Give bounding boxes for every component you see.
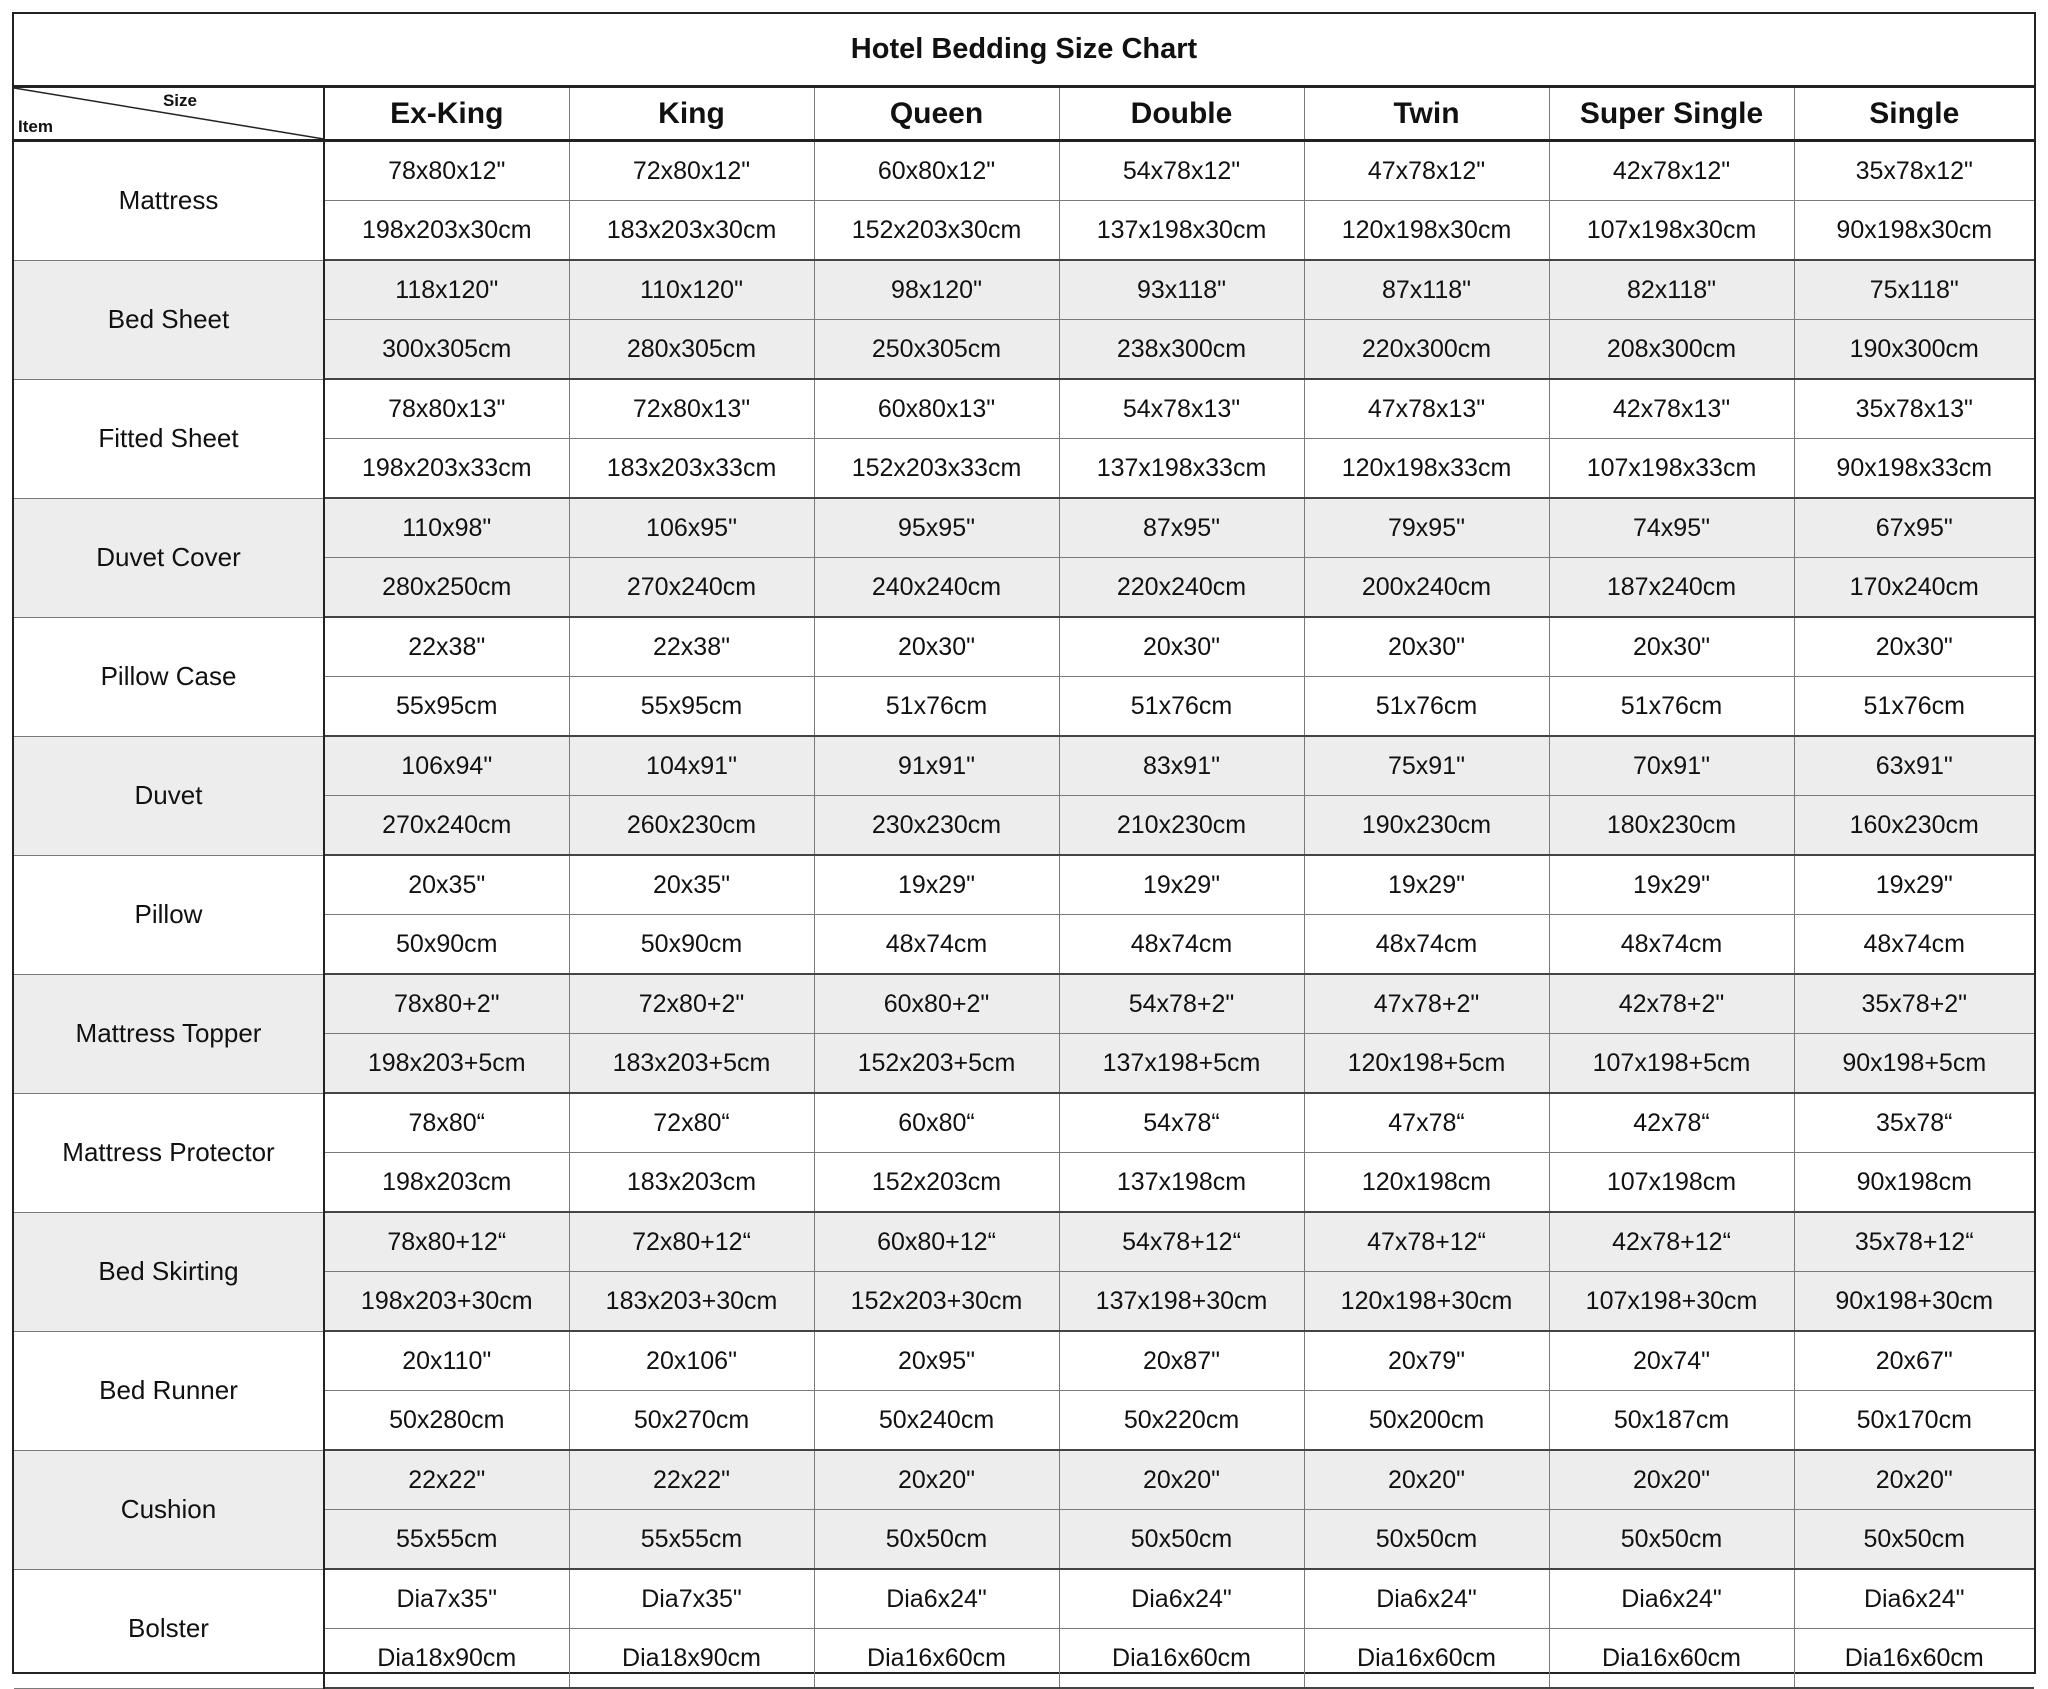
size-inch-cell: 20x106"	[569, 1331, 814, 1391]
size-inch-cell: 72x80x13"	[569, 379, 814, 439]
size-cm-cell: 50x170cm	[1794, 1391, 2034, 1451]
table-row	[14, 141, 2034, 201]
size-cm-cell: 137x198cm	[1059, 1153, 1304, 1213]
table-row	[14, 1212, 2034, 1272]
size-cm-cell: 120x198+30cm	[1304, 1272, 1549, 1332]
size-inch-cell: 19x29"	[1059, 855, 1304, 915]
size-cm-cell: 50x90cm	[569, 915, 814, 975]
size-inch-cell: 106x94"	[324, 736, 569, 796]
size-inch-cell: 20x74"	[1549, 1331, 1794, 1391]
size-cm-cell: 152x203x33cm	[814, 439, 1059, 499]
size-inch-cell: Dia6x24"	[1059, 1569, 1304, 1629]
size-cm-cell: 107x198x33cm	[1549, 439, 1794, 499]
size-cm-cell: 107x198+30cm	[1549, 1272, 1794, 1332]
size-inch-cell: 93x118"	[1059, 260, 1304, 320]
size-cm-cell: 51x76cm	[1794, 677, 2034, 737]
size-inch-cell: 19x29"	[1304, 855, 1549, 915]
item-label: Fitted Sheet	[14, 379, 324, 498]
header-size: Twin	[1304, 88, 1549, 141]
item-label: Cushion	[14, 1450, 324, 1569]
size-inch-cell: 78x80“	[324, 1093, 569, 1153]
size-cm-cell: 48x74cm	[814, 915, 1059, 975]
table-row	[14, 260, 2034, 320]
size-inch-cell: 54x78+2"	[1059, 974, 1304, 1034]
size-chart	[12, 12, 2036, 1674]
size-inch-cell: 72x80+12“	[569, 1212, 814, 1272]
table-row	[14, 498, 2034, 558]
size-cm-cell: 152x203x30cm	[814, 201, 1059, 261]
size-cm-cell: 137x198x33cm	[1059, 439, 1304, 499]
size-inch-cell: 42x78+2"	[1549, 974, 1794, 1034]
size-cm-cell: 50x50cm	[1059, 1510, 1304, 1570]
size-cm-cell: 107x198+5cm	[1549, 1034, 1794, 1094]
size-cm-cell: 200x240cm	[1304, 558, 1549, 618]
size-cm-cell: 120x198cm	[1304, 1153, 1549, 1213]
size-cm-cell: Dia16x60cm	[1549, 1629, 1794, 1689]
table-row	[14, 1569, 2034, 1629]
size-inch-cell: 118x120"	[324, 260, 569, 320]
size-cm-cell: 260x230cm	[569, 796, 814, 856]
size-cm-cell: 190x230cm	[1304, 796, 1549, 856]
size-cm-cell: Dia18x90cm	[569, 1629, 814, 1689]
header-row	[14, 88, 2034, 141]
item-label: Mattress Protector	[14, 1093, 324, 1212]
size-cm-cell: 50x50cm	[1304, 1510, 1549, 1570]
size-inch-cell: 98x120"	[814, 260, 1059, 320]
size-inch-cell: 79x95"	[1304, 498, 1549, 558]
size-inch-cell: 20x79"	[1304, 1331, 1549, 1391]
item-label: Mattress	[14, 141, 324, 261]
size-inch-cell: 60x80x12"	[814, 141, 1059, 201]
size-inch-cell: 35x78+12“	[1794, 1212, 2034, 1272]
size-cm-cell: 198x203x30cm	[324, 201, 569, 261]
size-inch-cell: Dia6x24"	[1304, 1569, 1549, 1629]
size-inch-cell: 54x78x13"	[1059, 379, 1304, 439]
size-inch-cell: 78x80x12"	[324, 141, 569, 201]
size-inch-cell: 35x78+2"	[1794, 974, 2034, 1034]
size-cm-cell: 48x74cm	[1794, 915, 2034, 975]
table-row	[14, 1450, 2034, 1510]
size-inch-cell: 22x22"	[569, 1450, 814, 1510]
size-inch-cell: 19x29"	[1549, 855, 1794, 915]
size-inch-cell: 47x78“	[1304, 1093, 1549, 1153]
table-body	[14, 141, 2034, 1689]
size-inch-cell: 104x91"	[569, 736, 814, 796]
size-inch-cell: 47x78+2"	[1304, 974, 1549, 1034]
item-label: Duvet	[14, 736, 324, 855]
size-inch-cell: 70x91"	[1549, 736, 1794, 796]
size-inch-cell: 95x95"	[814, 498, 1059, 558]
size-cm-cell: 183x203x30cm	[569, 201, 814, 261]
size-inch-cell: Dia6x24"	[1794, 1569, 2034, 1629]
size-cm-cell: 90x198+5cm	[1794, 1034, 2034, 1094]
size-inch-cell: 75x91"	[1304, 736, 1549, 796]
size-inch-cell: 110x120"	[569, 260, 814, 320]
size-inch-cell: 20x30"	[1059, 617, 1304, 677]
size-cm-cell: 51x76cm	[814, 677, 1059, 737]
size-cm-cell: 50x200cm	[1304, 1391, 1549, 1451]
header-size: Single	[1794, 88, 2034, 141]
size-cm-cell: 160x230cm	[1794, 796, 2034, 856]
table-row	[14, 1093, 2034, 1153]
size-cm-cell: 210x230cm	[1059, 796, 1304, 856]
size-cm-cell: 198x203+5cm	[324, 1034, 569, 1094]
size-cm-cell: 120x198+5cm	[1304, 1034, 1549, 1094]
corner-cell	[14, 88, 324, 141]
size-cm-cell: 90x198+30cm	[1794, 1272, 2034, 1332]
size-cm-cell: 90x198x30cm	[1794, 201, 2034, 261]
size-inch-cell: 91x91"	[814, 736, 1059, 796]
size-cm-cell: 300x305cm	[324, 320, 569, 380]
size-inch-cell: 20x20"	[1059, 1450, 1304, 1510]
size-cm-cell: 50x270cm	[569, 1391, 814, 1451]
table-row	[14, 1331, 2034, 1391]
size-cm-cell: Dia16x60cm	[1059, 1629, 1304, 1689]
size-inch-cell: 42x78x13"	[1549, 379, 1794, 439]
size-inch-cell: 20x20"	[814, 1450, 1059, 1510]
size-cm-cell: 50x220cm	[1059, 1391, 1304, 1451]
size-inch-cell: 78x80x13"	[324, 379, 569, 439]
size-inch-cell: 22x22"	[324, 1450, 569, 1510]
size-inch-cell: 110x98"	[324, 498, 569, 558]
size-inch-cell: 47x78x12"	[1304, 141, 1549, 201]
size-inch-cell: 20x67"	[1794, 1331, 2034, 1391]
table-row	[14, 617, 2034, 677]
size-cm-cell: 187x240cm	[1549, 558, 1794, 618]
size-cm-cell: 51x76cm	[1059, 677, 1304, 737]
size-cm-cell: 190x300cm	[1794, 320, 2034, 380]
header-size: Super Single	[1549, 88, 1794, 141]
size-inch-cell: 78x80+12“	[324, 1212, 569, 1272]
size-cm-cell: 230x230cm	[814, 796, 1059, 856]
item-label: Bed Skirting	[14, 1212, 324, 1331]
size-cm-cell: 55x95cm	[324, 677, 569, 737]
size-inch-cell: 20x30"	[1794, 617, 2034, 677]
size-inch-cell: 72x80+2"	[569, 974, 814, 1034]
size-cm-cell: 183x203cm	[569, 1153, 814, 1213]
size-cm-cell: 90x198cm	[1794, 1153, 2034, 1213]
size-inch-cell: 106x95"	[569, 498, 814, 558]
size-inch-cell: 20x30"	[814, 617, 1059, 677]
size-inch-cell: 60x80x13"	[814, 379, 1059, 439]
size-inch-cell: 47x78+12“	[1304, 1212, 1549, 1272]
table-row	[14, 379, 2034, 439]
size-inch-cell: 20x110"	[324, 1331, 569, 1391]
size-cm-cell: 240x240cm	[814, 558, 1059, 618]
size-cm-cell: 280x250cm	[324, 558, 569, 618]
header-size: Queen	[814, 88, 1059, 141]
item-label: Pillow	[14, 855, 324, 974]
size-cm-cell: 250x305cm	[814, 320, 1059, 380]
size-inch-cell: 60x80+12“	[814, 1212, 1059, 1272]
size-inch-cell: 20x95"	[814, 1331, 1059, 1391]
size-inch-cell: 47x78x13"	[1304, 379, 1549, 439]
size-cm-cell: 137x198+30cm	[1059, 1272, 1304, 1332]
size-inch-cell: 54x78x12"	[1059, 141, 1304, 201]
size-cm-cell: 220x300cm	[1304, 320, 1549, 380]
size-inch-cell: Dia7x35"	[324, 1569, 569, 1629]
size-cm-cell: 120x198x33cm	[1304, 439, 1549, 499]
size-cm-cell: 238x300cm	[1059, 320, 1304, 380]
size-cm-cell: Dia16x60cm	[1304, 1629, 1549, 1689]
size-cm-cell: 170x240cm	[1794, 558, 2034, 618]
size-cm-cell: 50x280cm	[324, 1391, 569, 1451]
size-inch-cell: 22x38"	[324, 617, 569, 677]
table-row	[14, 855, 2034, 915]
size-inch-cell: 72x80x12"	[569, 141, 814, 201]
size-cm-cell: 48x74cm	[1304, 915, 1549, 975]
size-inch-cell: 72x80“	[569, 1093, 814, 1153]
table-row	[14, 974, 2034, 1034]
size-inch-cell: 35x78x13"	[1794, 379, 2034, 439]
size-cm-cell: 208x300cm	[1549, 320, 1794, 380]
size-inch-cell: 20x35"	[324, 855, 569, 915]
size-cm-cell: Dia18x90cm	[324, 1629, 569, 1689]
size-inch-cell: 42x78x12"	[1549, 141, 1794, 201]
size-inch-cell: Dia6x24"	[814, 1569, 1059, 1629]
size-inch-cell: 20x87"	[1059, 1331, 1304, 1391]
size-inch-cell: 87x118"	[1304, 260, 1549, 320]
size-cm-cell: 137x198+5cm	[1059, 1034, 1304, 1094]
size-inch-cell: 78x80+2"	[324, 974, 569, 1034]
size-inch-cell: Dia6x24"	[1549, 1569, 1794, 1629]
size-cm-cell: 48x74cm	[1059, 915, 1304, 975]
size-cm-cell: 55x55cm	[324, 1510, 569, 1570]
size-cm-cell: 280x305cm	[569, 320, 814, 380]
size-table	[14, 88, 2034, 1689]
corner-size-label: Size	[162, 91, 197, 110]
size-inch-cell: 19x29"	[814, 855, 1059, 915]
size-cm-cell: 198x203x33cm	[324, 439, 569, 499]
size-cm-cell: 50x50cm	[1794, 1510, 2034, 1570]
size-cm-cell: 50x50cm	[814, 1510, 1059, 1570]
size-cm-cell: Dia16x60cm	[1794, 1629, 2034, 1689]
size-cm-cell: 183x203+5cm	[569, 1034, 814, 1094]
size-cm-cell: 220x240cm	[1059, 558, 1304, 618]
size-inch-cell: 87x95"	[1059, 498, 1304, 558]
size-inch-cell: 42x78+12“	[1549, 1212, 1794, 1272]
size-inch-cell: 74x95"	[1549, 498, 1794, 558]
size-cm-cell: 183x203x33cm	[569, 439, 814, 499]
size-inch-cell: 20x35"	[569, 855, 814, 915]
item-label: Bolster	[14, 1569, 324, 1688]
header-size: Ex-King	[324, 88, 569, 141]
size-cm-cell: 183x203+30cm	[569, 1272, 814, 1332]
size-inch-cell: 35x78“	[1794, 1093, 2034, 1153]
size-inch-cell: 83x91"	[1059, 736, 1304, 796]
table-row	[14, 736, 2034, 796]
header-size: Double	[1059, 88, 1304, 141]
size-inch-cell: 20x20"	[1549, 1450, 1794, 1510]
size-cm-cell: 198x203+30cm	[324, 1272, 569, 1332]
size-inch-cell: 75x118"	[1794, 260, 2034, 320]
size-cm-cell: 50x187cm	[1549, 1391, 1794, 1451]
size-cm-cell: 51x76cm	[1304, 677, 1549, 737]
size-cm-cell: 120x198x30cm	[1304, 201, 1549, 261]
size-inch-cell: 22x38"	[569, 617, 814, 677]
size-cm-cell: 270x240cm	[324, 796, 569, 856]
size-cm-cell: 50x50cm	[1549, 1510, 1794, 1570]
header-size: King	[569, 88, 814, 141]
size-inch-cell: Dia7x35"	[569, 1569, 814, 1629]
item-label: Mattress Topper	[14, 974, 324, 1093]
size-cm-cell: 152x203cm	[814, 1153, 1059, 1213]
size-cm-cell: 50x90cm	[324, 915, 569, 975]
size-cm-cell: 270x240cm	[569, 558, 814, 618]
size-inch-cell: 54x78“	[1059, 1093, 1304, 1153]
chart-title: Hotel Bedding Size Chart	[14, 14, 2034, 88]
size-cm-cell: 48x74cm	[1549, 915, 1794, 975]
size-inch-cell: 63x91"	[1794, 736, 2034, 796]
size-cm-cell: 152x203+5cm	[814, 1034, 1059, 1094]
size-inch-cell: 42x78“	[1549, 1093, 1794, 1153]
item-label: Pillow Case	[14, 617, 324, 736]
size-inch-cell: 67x95"	[1794, 498, 2034, 558]
size-cm-cell: 137x198x30cm	[1059, 201, 1304, 261]
size-inch-cell: 54x78+12“	[1059, 1212, 1304, 1272]
size-cm-cell: 198x203cm	[324, 1153, 569, 1213]
size-cm-cell: 180x230cm	[1549, 796, 1794, 856]
size-cm-cell: 107x198cm	[1549, 1153, 1794, 1213]
size-inch-cell: 35x78x12"	[1794, 141, 2034, 201]
size-cm-cell: 90x198x33cm	[1794, 439, 2034, 499]
size-inch-cell: 20x30"	[1304, 617, 1549, 677]
size-inch-cell: 82x118"	[1549, 260, 1794, 320]
size-cm-cell: 55x55cm	[569, 1510, 814, 1570]
size-inch-cell: 20x30"	[1549, 617, 1794, 677]
corner-item-label: Item	[18, 117, 53, 136]
size-inch-cell: 60x80“	[814, 1093, 1059, 1153]
item-label: Bed Sheet	[14, 260, 324, 379]
size-inch-cell: 19x29"	[1794, 855, 2034, 915]
size-cm-cell: 50x240cm	[814, 1391, 1059, 1451]
size-cm-cell: 55x95cm	[569, 677, 814, 737]
size-inch-cell: 20x20"	[1794, 1450, 2034, 1510]
size-inch-cell: 20x20"	[1304, 1450, 1549, 1510]
item-label: Duvet Cover	[14, 498, 324, 617]
size-cm-cell: 152x203+30cm	[814, 1272, 1059, 1332]
size-cm-cell: Dia16x60cm	[814, 1629, 1059, 1689]
size-cm-cell: 107x198x30cm	[1549, 201, 1794, 261]
item-label: Bed Runner	[14, 1331, 324, 1450]
size-inch-cell: 60x80+2"	[814, 974, 1059, 1034]
size-cm-cell: 51x76cm	[1549, 677, 1794, 737]
